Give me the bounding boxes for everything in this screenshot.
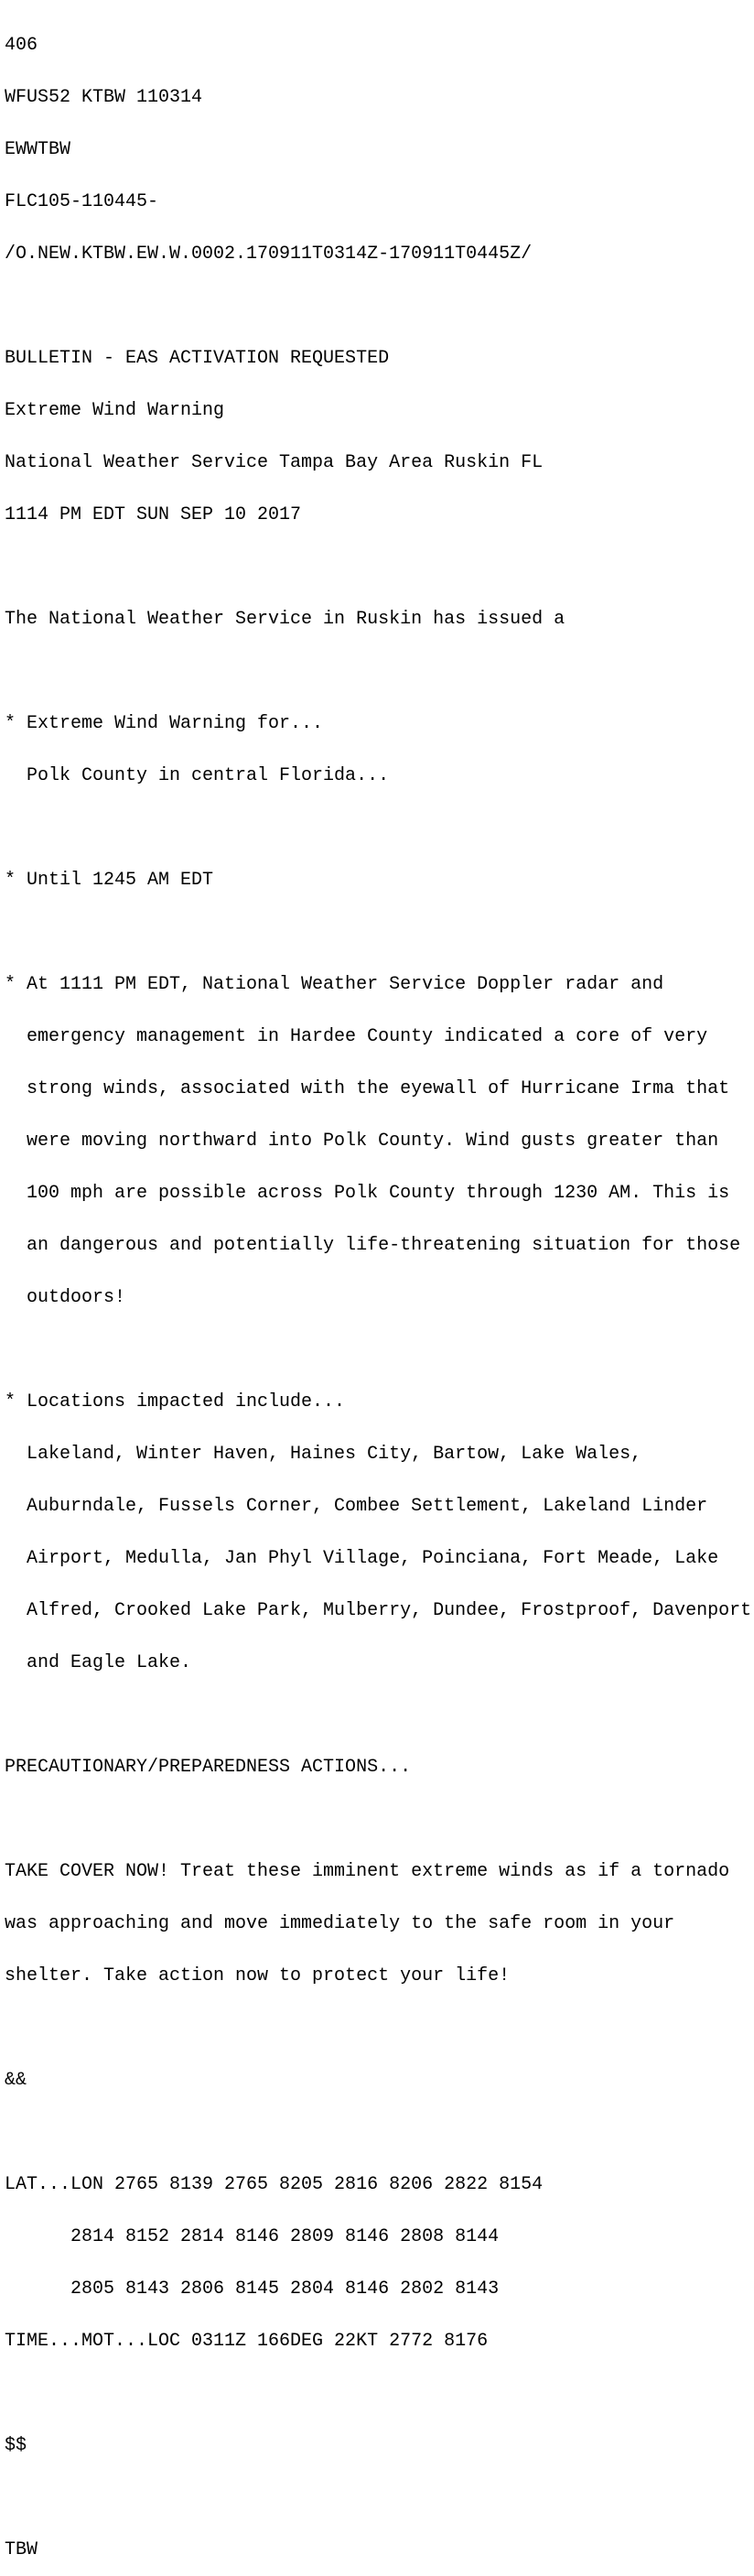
blank-line [5,298,754,315]
blank-line [5,2124,754,2141]
bulletin-line: Auburndale, Fussels Corner, Combee Settlement, Lakeland Linder [5,1496,708,1517]
bulletin-line: Alfred, Crooked Lake Park, Mulberry, Dundee, Frostproof, Davenport [5,1600,752,1621]
bulletin-line: TAKE COVER NOW! Treat these imminent extreme winds as if a tornado [5,1861,730,1882]
bulletin-line: TBW [5,2539,38,2560]
bulletin-line: * Extreme Wind Warning for... [5,713,324,734]
bulletin-line: were moving northward into Polk County. Wind gusts greater than [5,1131,719,1152]
bulletin-line: 100 mph are possible across Polk County through 1230 AM. This is [5,1183,730,1204]
blank-line [5,2019,754,2037]
bulletin-line: LAT...LON 2765 8139 2765 8205 2816 8206 2822 8154 [5,2174,544,2195]
bulletin-line: PRECAUTIONARY/PREPAREDNESS ACTIONS... [5,1757,412,1778]
blank-line [5,1341,754,1358]
bulletin-line: Extreme Wind Warning [5,400,225,421]
bulletin-line: outdoors! [5,1287,126,1308]
bulletin-line: TIME...MOT...LOC 0311Z 166DEG 22KT 2772 8176 [5,2331,489,2352]
blank-line [5,558,754,576]
bulletin-line: EWWTBW [5,139,71,160]
bulletin-line: /O.NEW.KTBW.EW.W.0002.170911T0314Z-170911T0445Z/ [5,244,533,265]
bulletin-line: && [5,2070,27,2091]
bulletin-line: FLC105-110445- [5,191,159,212]
blank-line [5,1706,754,1724]
bulletin-line: 2805 8143 2806 8145 2804 8146 2802 8143 [5,2278,500,2300]
bulletin-line: an dangerous and potentially life-threatening situation for those [5,1235,741,1256]
bulletin-line: BULLETIN - EAS ACTIVATION REQUESTED [5,348,390,369]
bulletin-line: $$ [5,2435,27,2456]
bulletin-line: * At 1111 PM EDT, National Weather Service Doppler radar and [5,974,664,995]
blank-line [5,819,754,837]
bulletin-line: shelter. Take action now to protect your life! [5,1965,511,1986]
bulletin-line: Airport, Medulla, Jan Phyl Village, Poinciana, Fort Meade, Lake [5,1548,719,1569]
blank-line [5,924,754,941]
bulletin-line: 2814 8152 2814 8146 2809 8146 2808 8144 [5,2226,500,2247]
blank-line [5,2489,754,2506]
bulletin-line: and Eagle Lake. [5,1652,192,1673]
bulletin-line: National Weather Service Tampa Bay Area Ruskin FL [5,452,544,473]
bulletin-line: was approaching and move immediately to the safe room in your [5,1913,675,1934]
bulletin-line: emergency management in Hardee County indicated a core of very [5,1026,708,1047]
bulletin-line: strong winds, associated with the eyewall of Hurricane Irma that [5,1078,730,1099]
bulletin-line: WFUS52 KTBW 110314 [5,87,203,108]
bulletin-line: * Locations impacted include... [5,1391,346,1412]
blank-line [5,1811,754,1828]
bulletin-line: * Until 1245 AM EDT [5,870,214,891]
bulletin-line: Lakeland, Winter Haven, Haines City, Bartow, Lake Wales, [5,1444,642,1465]
bulletin-line: 1114 PM EDT SUN SEP 10 2017 [5,504,302,525]
bulletin-line: Polk County in central Florida... [5,765,390,786]
bulletin-line: 406 [5,35,38,56]
blank-line [5,2385,754,2402]
bulletin-line: The National Weather Service in Ruskin has issued a [5,609,566,630]
blank-line [5,663,754,680]
